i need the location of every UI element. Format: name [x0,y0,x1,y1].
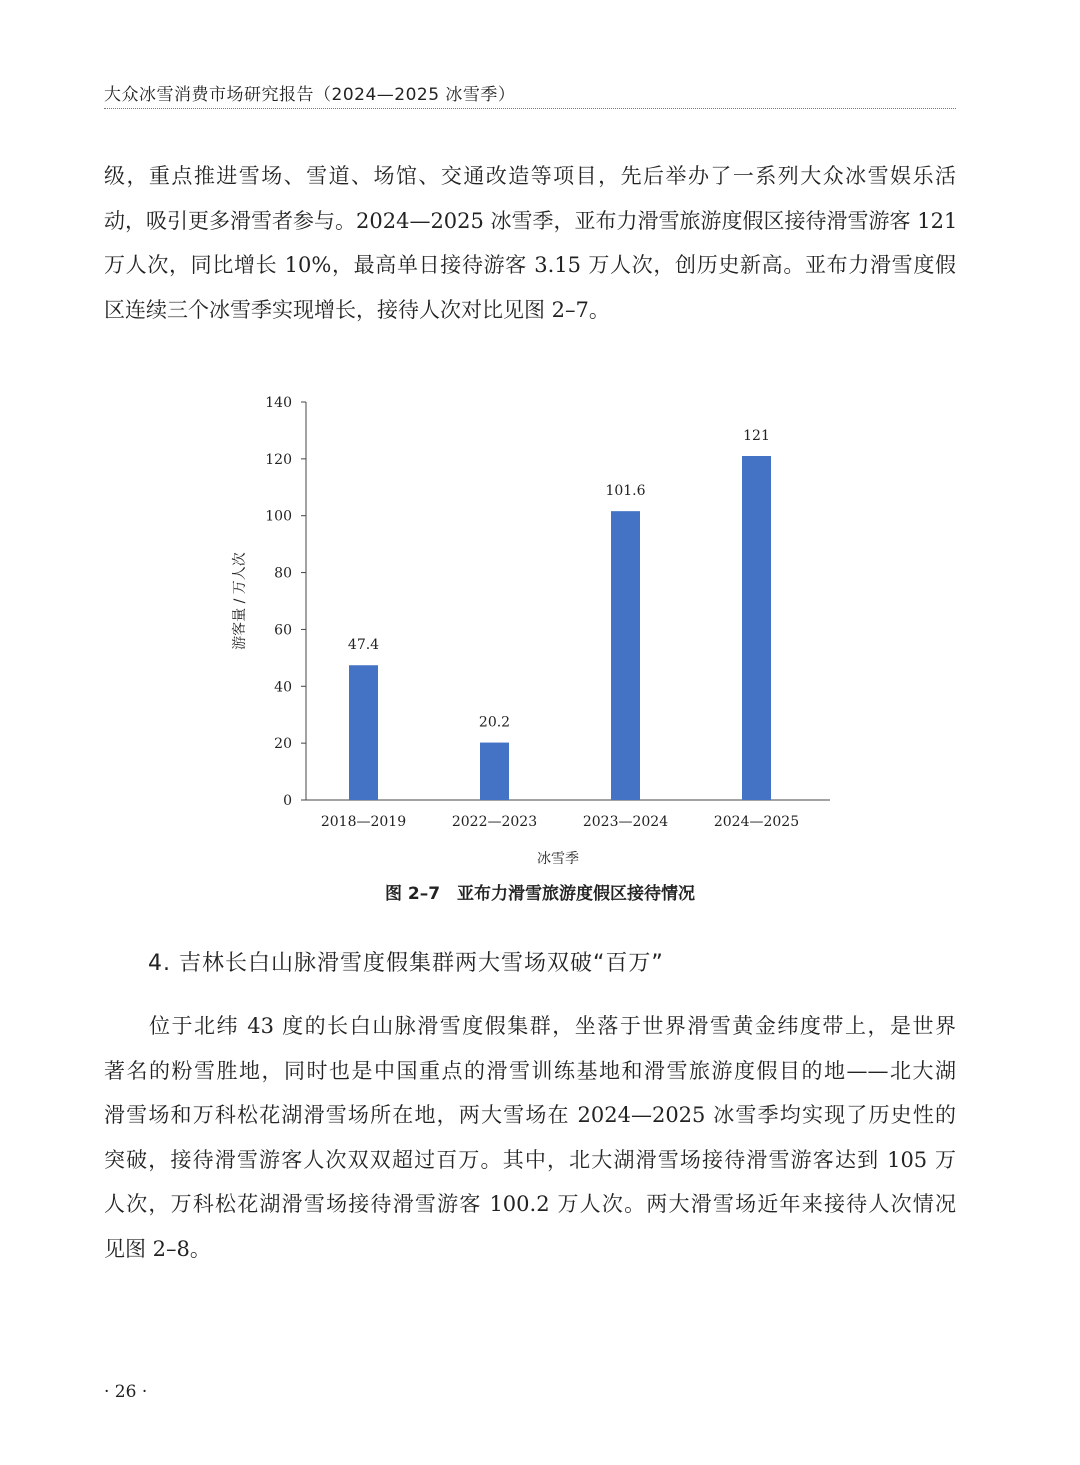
paragraph-line: 著名的粉雪胜地，同时也是中国重点的滑雪训练基地和滑雪旅游度假目的地——北大湖 [104,1058,956,1083]
page-number: · 26 · [104,1382,148,1402]
x-tick-label: 2023—2024 [582,814,669,830]
data-label: 20.2 [478,714,511,731]
paragraph-line: 突破，接待滑雪游客人次双双超过百万。其中，北大湖滑雪场接待滑雪游客达到 105 万 [104,1147,956,1172]
figure-caption: 图 2–7 亚布力滑雪旅游度假区接待情况 [384,884,696,904]
x-tick-label: 2022—2023 [451,814,538,830]
data-label: 47.4 [347,637,380,654]
header-divider [104,108,956,109]
section-heading: 4. 吉林长白山脉滑雪度假集群两大雪场双破“百万” [148,951,664,976]
paragraph-line: 人次，万科松花湖滑雪场接待滑雪游客 100.2 万人次。两大滑雪场近年来接待人次情况 [104,1192,956,1216]
data-label: 101.6 [605,483,646,500]
y-tick-label: 120 [265,451,292,468]
y-axis-title: 游客量 / 万人次 [232,552,248,650]
paragraph-yabuli [104,154,956,332]
y-tick-label: 60 [274,622,292,639]
y-tick-label: 140 [265,395,292,411]
bar [611,511,640,800]
paragraph-line: 级，重点推进雪场、雪道、场馆、交通改造等项目，先后举办了一系列大众冰雪娱乐活 [104,164,956,188]
x-tick-label: 2024—2025 [713,814,800,830]
y-tick-label: 80 [274,565,292,582]
y-tick-label: 40 [274,679,292,696]
bar [349,665,378,800]
paragraph-line: 滑雪场和万科松花湖滑雪场所在地，两大雪场在 2024—2025 冰雪季均实现了历史性的 [104,1103,956,1127]
bar [742,456,771,800]
paragraph-line: 动，吸引更多滑雪者参与。2024—2025 冰雪季，亚布力滑雪旅游度假区接待滑雪游客 121 [104,208,958,233]
x-tick-label: 2018—2019 [320,814,407,830]
paragraph-line: 区连续三个冰雪季实现增长，接待人次对比见图 2–7。 [104,297,610,322]
paragraph-changbaishan [104,1004,956,1271]
x-axis-title: 冰雪季 [537,851,579,867]
paragraph-line: 万人次，同比增长 10%，最高单日接待游客 3.15 万人次，创历史新高。亚布力滑雪度假 [104,253,956,277]
bar-chart [220,380,860,880]
y-tick-label: 100 [265,508,292,525]
paragraph-line: 见图 2–8。 [104,1236,211,1261]
running-header: 大众冰雪消费市场研究报告（2024—2025 冰雪季） [104,85,516,105]
y-tick-label: 20 [274,736,292,753]
paragraph-line: 位于北纬 43 度的长白山脉滑雪度假集群，坐落于世界滑雪黄金纬度带上，是世界 [104,1014,956,1038]
bar [480,743,509,800]
y-tick-label: 0 [283,793,292,809]
data-label: 121 [743,428,770,445]
